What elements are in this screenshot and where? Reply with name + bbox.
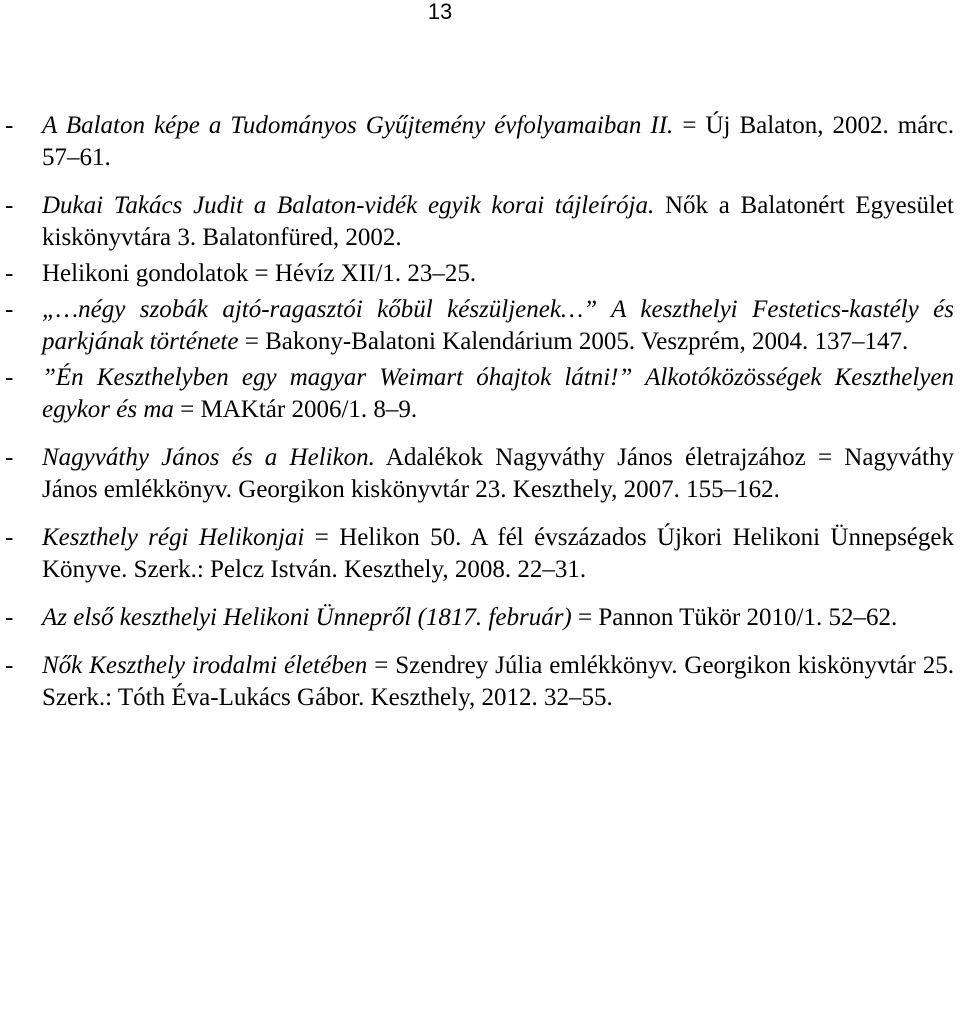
entry-source: = MAKtár 2006/1. 8–9. — [173, 396, 418, 423]
entry-source: = Szendrey Júlia emlékkönyv. Georgikon kiskönyvtár 25. Szerk.: Tóth Éva-Lukács Gábor. Keszthely, 2012. 32–55. — [42, 652, 954, 711]
bibliography-entry — [0, 110, 960, 174]
entry-title: Keszthely régi Helikonjai — [42, 524, 305, 551]
entry-source: = Pannon Tükör 2010/1. 52–62. — [571, 604, 898, 631]
bibliography-entry — [0, 362, 960, 426]
entry-source: = Helikon 50. A fél évszázados Újkori Helikoni Ünnepségek Könyve. Szerk.: Pelcz István. Keszthely, 2008. 22–31. — [42, 524, 954, 583]
entry-dash: - — [5, 652, 14, 679]
entry-dash: - — [5, 364, 14, 391]
bibliography-entry — [0, 294, 960, 358]
entry-source: Nők a Balatonért Egyesület kiskönyvtára 3. Balatonfüred, 2002. — [42, 192, 954, 251]
bibliography-list — [0, 110, 960, 730]
entry-title: Nagyváthy János és a Helikon. — [42, 444, 375, 471]
entry-title: „…négy szobák ajtó-ragasztói kőbül készüljenek…” A keszthelyi Festetics-kastély és parkjának története — [42, 296, 954, 355]
entry-dash: - — [5, 296, 14, 323]
page-number: 13 — [427, 0, 453, 24]
bibliography-entry — [0, 602, 960, 634]
bibliography-entry — [0, 190, 960, 254]
entry-title: A Balaton képe a Tudományos Gyűjtemény évfolyamaiban II. — [42, 112, 674, 139]
entry-source: = Bakony-Balatoni Kalendárium 2005. Veszprém, 2004. 137–147. — [238, 328, 909, 355]
entry-source: = Új Balaton, 2002. márc. 57–61. — [42, 112, 955, 171]
entry-title: ”Én Keszthelyben egy magyar Weimart óhajtok látni!” Alkotóközösségek Keszthelyen egykor és ma — [42, 364, 954, 423]
entry-source: Helikoni gondolatok = Hévíz XII/1. 23–25. — [42, 260, 477, 287]
entry-source: Adalékok Nagyváthy János életrajzához = Nagyváthy János emlékkönyv. Georgikon kiskönyvtár 23. Keszthely, 2007. 155–162. — [42, 444, 955, 503]
bibliography-entry — [0, 650, 960, 714]
bibliography-entry — [0, 522, 960, 586]
bibliography-entry — [0, 258, 960, 290]
entry-dash: - — [5, 444, 14, 471]
bibliography-entry — [0, 442, 960, 506]
entry-dash: - — [5, 524, 14, 551]
entry-title: Nők Keszthely irodalmi életében — [42, 652, 368, 679]
entry-title: Dukai Takács Judit a Balaton-vidék egyik korai tájleírója. — [42, 192, 655, 219]
entry-title: Az első keszthelyi Helikoni Ünnepről (1817. február) — [42, 604, 572, 631]
entry-dash: - — [5, 192, 14, 219]
entry-dash: - — [5, 604, 14, 631]
entry-dash: - — [5, 260, 14, 287]
entry-dash: - — [5, 112, 14, 139]
